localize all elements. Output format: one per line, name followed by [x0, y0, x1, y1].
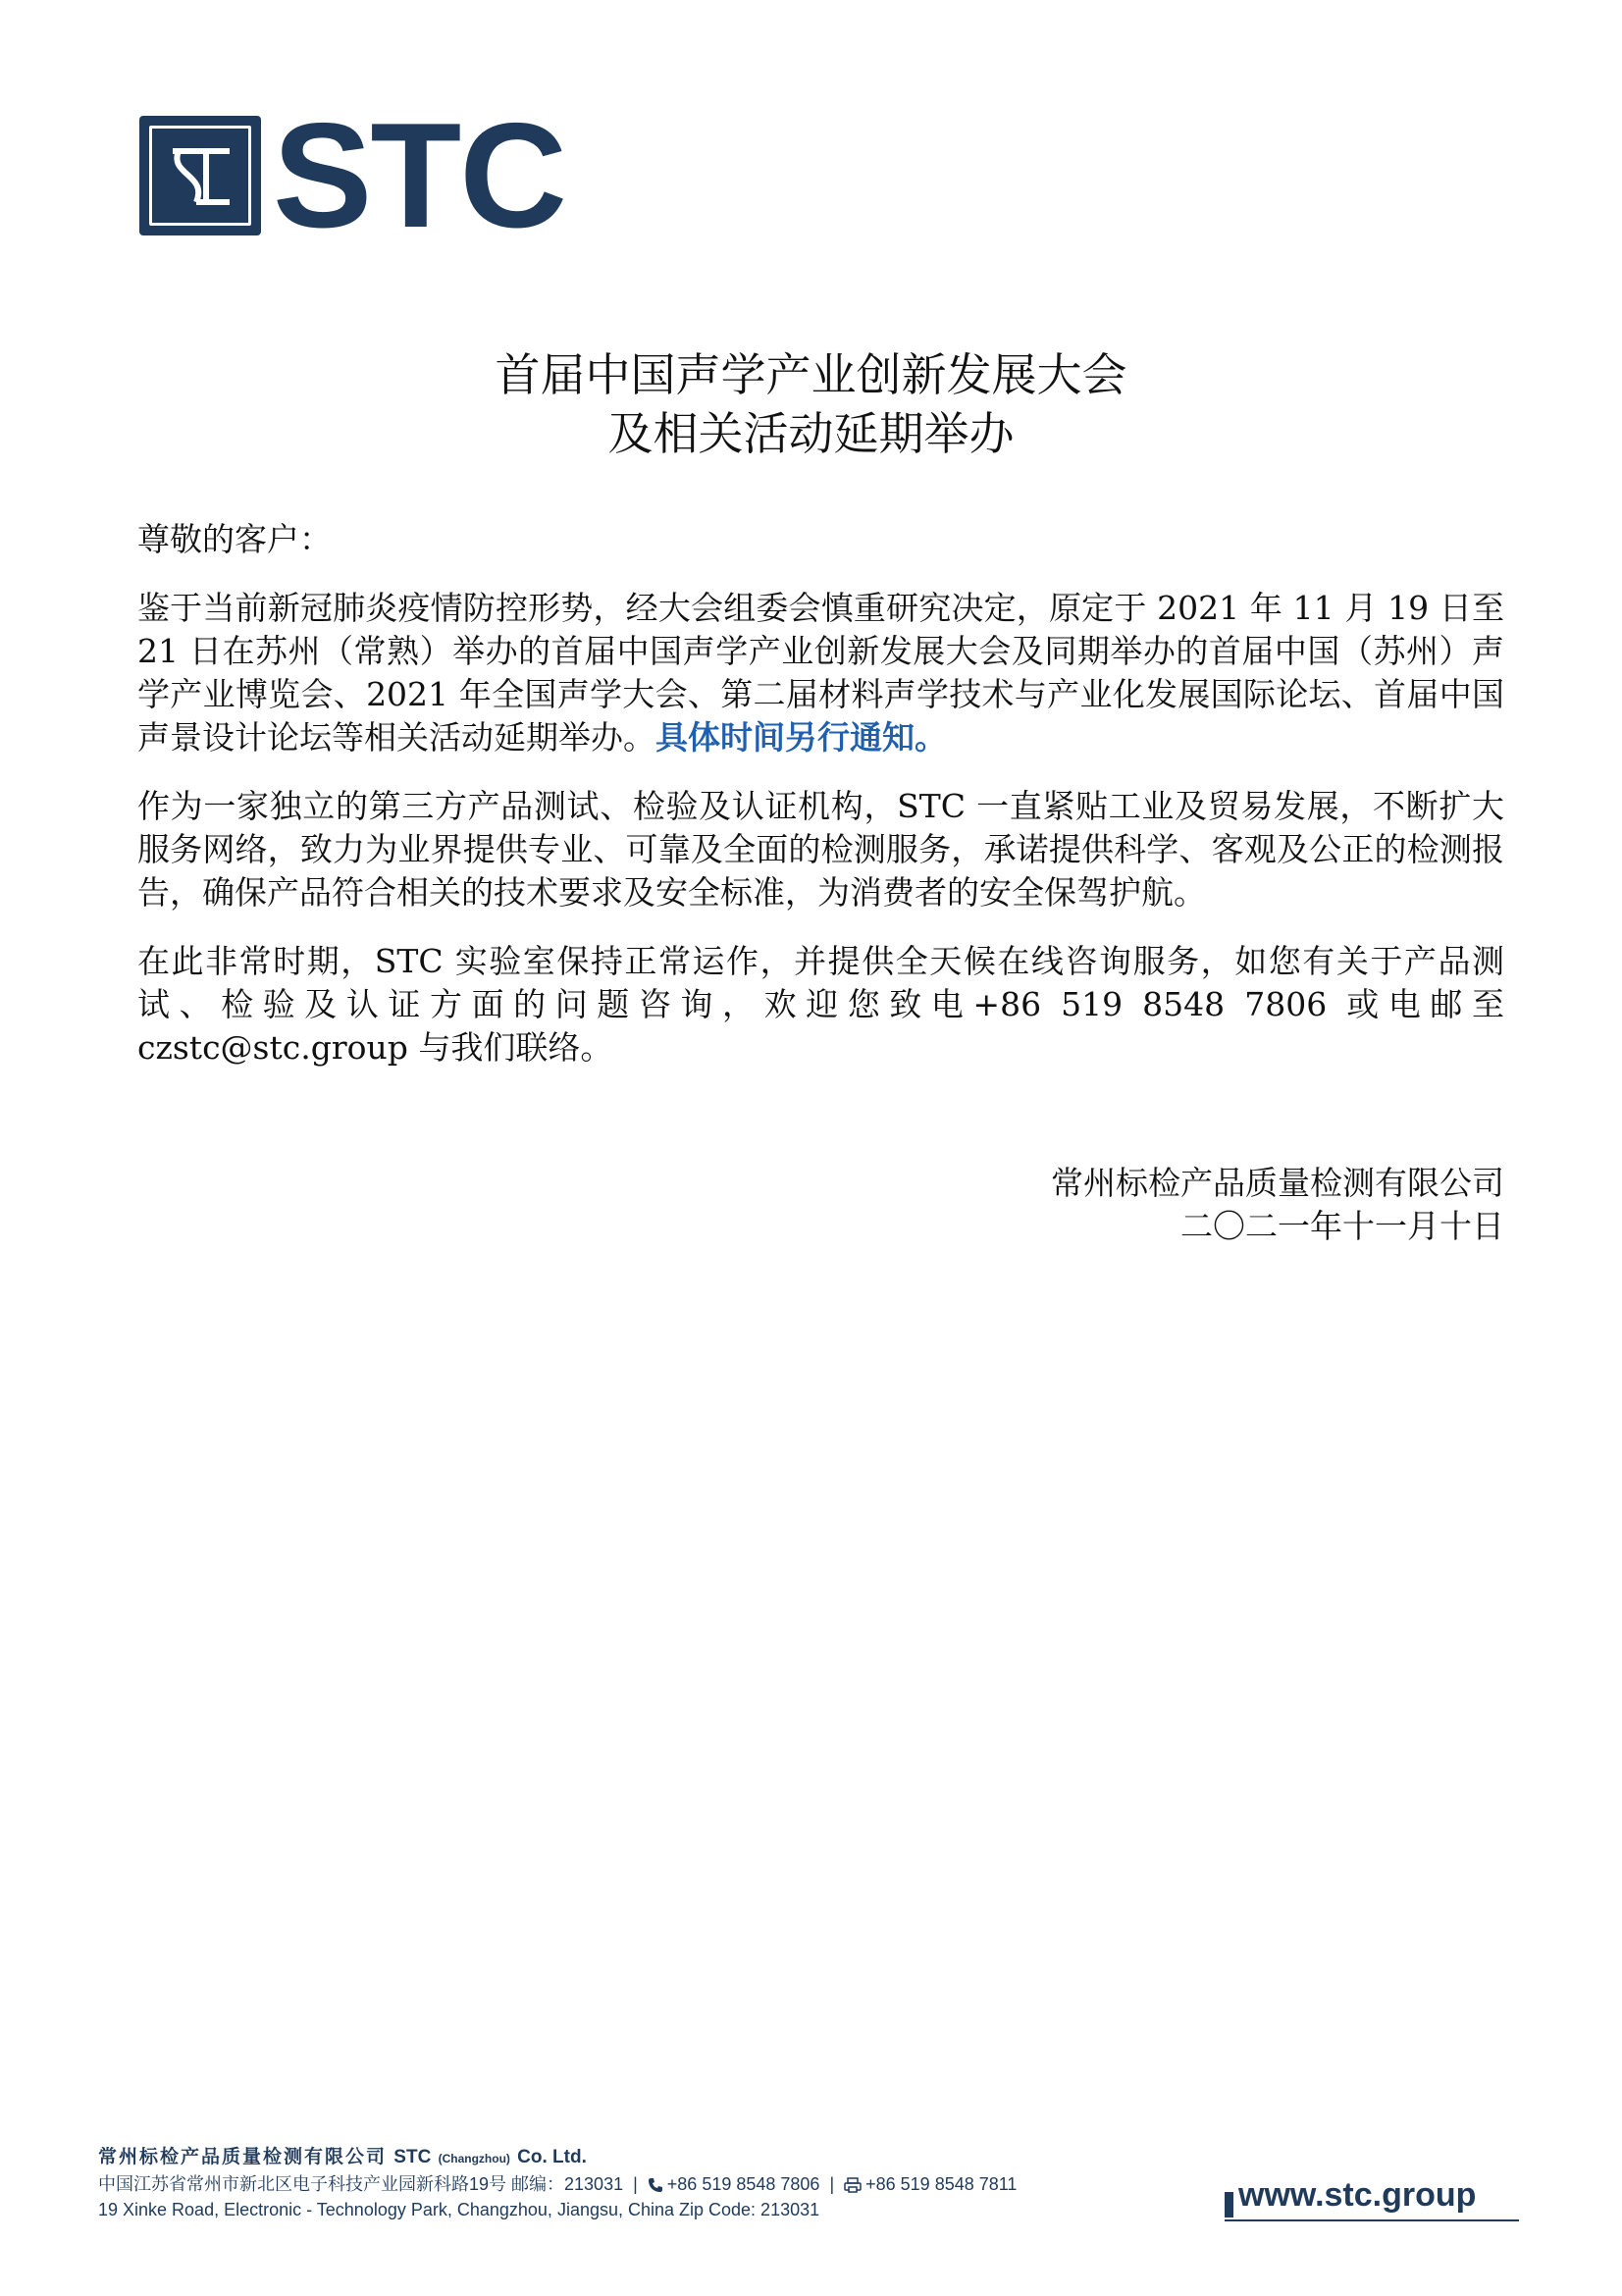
- paragraph-about-stc: 作为一家独立的第三方产品测试、检验及认证机构，STC 一直紧贴工业及贸易发展，不断扩大服务网络，致力为业界提供专业、可靠及全面的检测服务，承诺提供科学、客观及公正的检测报告，确保产品符合相关的技术要求及安全标准，为消费者的安全保驾护航。: [137, 787, 1504, 912]
- website-marker: [1225, 2192, 1233, 2218]
- phone-icon: [648, 2177, 663, 2193]
- website-link[interactable]: www.stc.group: [1238, 2176, 1477, 2214]
- stc-logo-mark: [139, 116, 261, 235]
- footer: [98, 2145, 1017, 2222]
- paragraph-contact: 在此非常时期，STC 实验室保持正常运作，并提供全天候在线咨询服务，如您有关于产品测试、检验及认证方面的问题咨询，欢迎您致电+86 519 8548 7806 或电邮至 czstc@stc.group 与我们联络。: [137, 942, 1504, 1067]
- page-title: [0, 345, 1622, 463]
- footer-fax: +86 519 8548 7811: [865, 2174, 1018, 2194]
- paragraph-postponement: [137, 587, 1504, 759]
- stc-logo-text: STC: [273, 92, 565, 259]
- footer-address-cn: 中国江苏省常州市新北区电子科技产业园新科路19号 邮编：213031: [98, 2174, 624, 2194]
- title-line-2: 及相关活动延期举办: [607, 407, 1015, 460]
- footer-company-en-prefix: STC: [393, 2147, 432, 2167]
- footer-contact-line: 中国江苏省常州市新北区电子科技产业园新科路19号 邮编：213031 | +86 519 8548 7806 | +86 519 8548 7811: [98, 2174, 1018, 2194]
- paragraph-postponement-text: 鉴于当前新冠肺炎疫情防控形势，经大会组委会慎重研究决定，原定于 2021 年 11 月 19 日至 21 日在苏州（常熟）举办的首届中国声学产业创新发展大会及同期举办的首届中国（苏州）声学产业博览会、2021 年全国声学大会、第二届材料声学技术与产业化发展国际论坛、首届中国声景设计论坛等相关活动延期举办。: [137, 589, 1504, 757]
- footer-company-en-paren: (Changzhou): [438, 2152, 510, 2166]
- footer-company-en-suffix: Co. Ltd.: [517, 2147, 587, 2167]
- signature-company: 常州标检产品质量检测有限公司: [1051, 1164, 1504, 1202]
- website-underline: [1225, 2219, 1519, 2221]
- stc-emblem-icon: [139, 116, 261, 235]
- footer-company: [98, 2145, 1017, 2171]
- footer-company-cn: 常州标检产品质量检测有限公司: [98, 2147, 388, 2167]
- fax-icon: [844, 2177, 862, 2193]
- signature-block: [1051, 1162, 1504, 1248]
- notice-emphasis: 具体时间另行通知。: [655, 718, 947, 757]
- footer-address-en: 19 Xinke Road, Electronic - Technology Park, Changzhou, Jiangsu, China Zip Code: 213031: [98, 2200, 820, 2219]
- stc-logo: [139, 92, 601, 259]
- footer-phone: +86 519 8548 7806: [666, 2174, 820, 2194]
- title-line-1: 首届中国声学产业创新发展大会: [495, 348, 1127, 401]
- salutation: 尊敬的客户：: [137, 520, 332, 558]
- signature-date: 二〇二一年十一月十日: [1180, 1207, 1504, 1245]
